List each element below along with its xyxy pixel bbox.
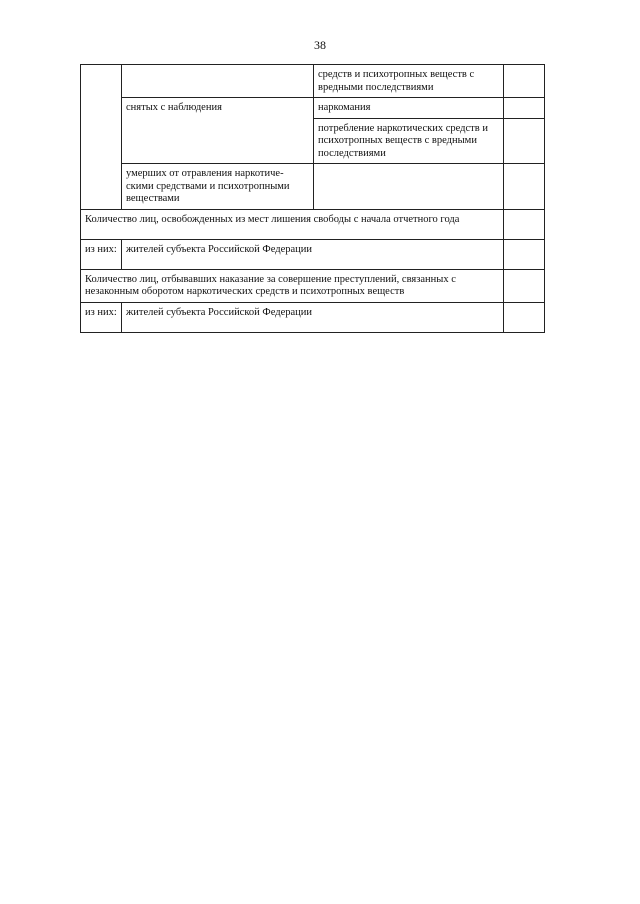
report-table xyxy=(80,64,545,333)
category-cell xyxy=(122,65,314,98)
section-label-cell: Количество лиц, отбывавших наказание за совершение преступлений, связанных с незаконным оборотом наркотических средств и психотропных веществ xyxy=(81,269,504,302)
category-cell: снятых с наблюдения xyxy=(122,98,314,164)
table-row xyxy=(81,209,545,239)
table-row xyxy=(81,98,545,119)
category-cell: умерших от отравления наркотиче-скими средствами и психотропными веществами xyxy=(122,164,314,210)
group-cell xyxy=(81,65,122,210)
value-cell[interactable] xyxy=(504,164,545,210)
value-cell[interactable] xyxy=(504,98,545,119)
indicator-cell xyxy=(314,164,504,210)
table-row xyxy=(81,269,545,302)
value-cell[interactable] xyxy=(504,65,545,98)
indicator-cell: средств и психотропных веществ с вредными последствиями xyxy=(314,65,504,98)
value-cell[interactable] xyxy=(504,118,545,164)
value-cell[interactable] xyxy=(504,239,545,269)
indicator-cell: потребление наркотических средств и психотропных веществ с вредными последствиями xyxy=(314,118,504,164)
table-row xyxy=(81,164,545,210)
section-label-cell: Количество лиц, освобожденных из мест лишения свободы с начала отчетного года xyxy=(81,209,504,239)
table-row xyxy=(81,239,545,269)
subitem-label-cell: жителей субъекта Российской Федерации xyxy=(122,302,504,332)
subitem-label-cell: жителей субъекта Российской Федерации xyxy=(122,239,504,269)
table-row xyxy=(81,65,545,98)
prefix-cell: из них: xyxy=(81,302,122,332)
value-cell[interactable] xyxy=(504,302,545,332)
prefix-cell: из них: xyxy=(81,239,122,269)
table-row xyxy=(81,302,545,332)
value-cell[interactable] xyxy=(504,209,545,239)
page-number: 38 xyxy=(314,38,326,52)
value-cell[interactable] xyxy=(504,269,545,302)
indicator-cell: наркомания xyxy=(314,98,504,119)
